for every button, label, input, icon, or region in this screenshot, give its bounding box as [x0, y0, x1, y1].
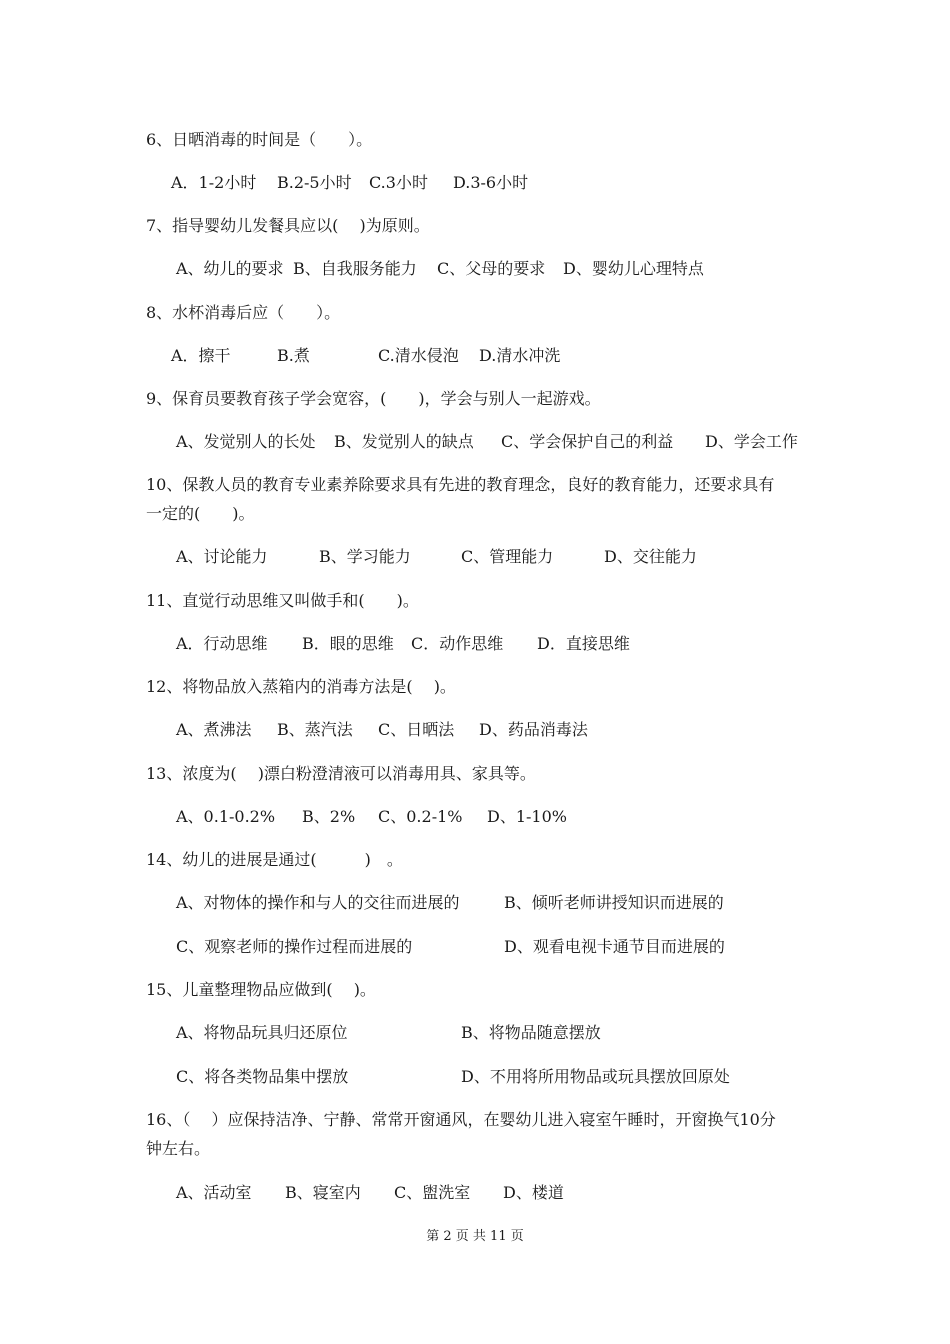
question-6-option-c: C.3小时 [369, 173, 428, 192]
question-9-option-a: A、发觉别人的长处 [176, 432, 316, 451]
question-11-option-d: D．直接思维 [537, 634, 630, 653]
question-6-stem: 6、日晒消毒的时间是（ ）。 [146, 130, 373, 149]
question-10-option-a: A、讨论能力 [176, 547, 268, 566]
question-12-option-a: A、煮沸法 [176, 720, 252, 739]
question-12-option-b: B、蒸汽法 [277, 720, 353, 739]
question-11-stem: 11、直觉行动思维又叫做手和( )。 [146, 591, 419, 610]
question-9-option-d: D、学会工作 [705, 432, 798, 451]
question-15-stem: 15、儿童整理物品应做到( )。 [146, 980, 376, 999]
question-13-option-c: C、0.2-1% [378, 807, 463, 826]
question-14-option-a: A、对物体的操作和与人的交往而进展的 [176, 893, 460, 912]
question-16-option-a: A、活动室 [176, 1183, 252, 1202]
question-11-option-c: C．动作思维 [411, 634, 504, 653]
question-9-stem: 9、保育员要教育孩子学会宽容，( )，学会与别人一起游戏。 [146, 389, 601, 408]
question-10-stem-line-2: 一定的( )。 [146, 504, 255, 523]
question-10-option-b: B、学习能力 [319, 547, 411, 566]
question-14-stem: 14、幼儿的进展是通过( ) 。 [146, 850, 403, 869]
question-15-option-a: A、将物品玩具归还原位 [176, 1023, 348, 1042]
question-11-option-b: B．眼的思维 [302, 634, 394, 653]
question-7-option-b: B、自我服务能力 [293, 259, 417, 278]
question-9-option-c: C、学会保护自己的利益 [501, 432, 674, 451]
question-16-option-c: C、盥洗室 [394, 1183, 471, 1202]
question-8-option-b: B.煮 [277, 346, 310, 365]
question-16-stem-line-1: 16、（ ）应保持洁净、宁静、常常开窗通风，在婴幼儿进入寝室午睡时，开窗换气10分 [146, 1110, 776, 1129]
question-13-stem: 13、浓度为( )漂白粉澄清液可以消毒用具、家具等。 [146, 764, 536, 783]
question-14-option-d: D、观看电视卡通节目而进展的 [504, 937, 725, 956]
question-7-option-d: D、婴幼儿心理特点 [563, 259, 704, 278]
question-12-option-d: D、药品消毒法 [479, 720, 588, 739]
question-12-option-c: C、日晒法 [378, 720, 455, 739]
question-12-stem: 12、将物品放入蒸箱内的消毒方法是( )。 [146, 677, 456, 696]
question-13-option-d: D、1-10% [487, 807, 567, 826]
question-13-option-b: B、2% [302, 807, 356, 826]
question-7-option-a: A、幼儿的要求 [176, 259, 284, 278]
question-6-option-a: A．1-2小时 [171, 173, 257, 192]
question-10-stem-line-1: 10、保教人员的教育专业素养除要求具有先进的教育理念，良好的教育能力，还要求具有 [146, 475, 775, 494]
question-6-option-b: B.2-5小时 [277, 173, 352, 192]
question-8-stem: 8、水杯消毒后应（ ）。 [146, 303, 341, 322]
question-9-option-b: B、发觉别人的缺点 [334, 432, 474, 451]
question-16-option-b: B、寝室内 [285, 1183, 361, 1202]
question-14-option-c: C、观察老师的操作过程而进展的 [176, 937, 413, 956]
question-15-option-b: B、将物品随意摆放 [461, 1023, 601, 1042]
question-8-option-c: C.清水侵泡 [378, 346, 459, 365]
question-7-option-c: C、父母的要求 [437, 259, 546, 278]
question-10-option-c: C、管理能力 [461, 547, 554, 566]
question-7-stem: 7、指导婴幼儿发餐具应以( )为原则。 [146, 216, 430, 235]
question-6-option-d: D.3-6小时 [453, 173, 529, 192]
question-15-option-d: D、不用将所用物品或玩具摆放回原处 [461, 1067, 730, 1086]
question-8-option-a: A．擦干 [171, 346, 231, 365]
question-16-stem-line-2: 钟左右。 [146, 1139, 211, 1158]
question-16-option-d: D、楼道 [503, 1183, 564, 1202]
question-11-option-a: A．行动思维 [176, 634, 268, 653]
question-14-option-b: B、倾听老师讲授知识而进展的 [504, 893, 724, 912]
question-8-option-d: D.清水冲洗 [479, 346, 561, 365]
question-10-option-d: D、交往能力 [604, 547, 697, 566]
question-13-option-a: A、0.1-0.2% [176, 807, 276, 826]
page-number-footer: 第 2 页 共 11 页 [426, 1229, 524, 1244]
question-15-option-c: C、将各类物品集中摆放 [176, 1067, 349, 1086]
